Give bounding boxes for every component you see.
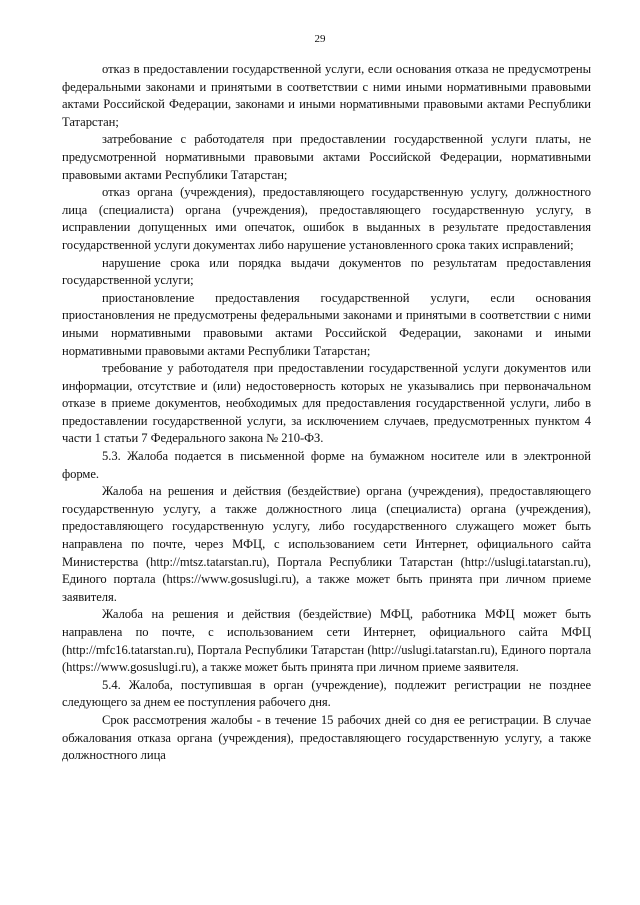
paragraph-complaint-channels: Жалоба на решения и действия (бездействие) органа (учреждения), предоставляющего государственную услугу, а также должностного лица (специалиста) органа (учреждения), предоставляющего государственную услугу, либо государственного служащего может быть направлена по почте, через МФЦ, с использованием сети Интернет, официального сайта Министерства (http://mtsz.tatarstan.ru), Портала Республики Татарстан (http://uslugi.tatarstan.ru), Единого портала (https://www.gosuslugi.ru), а также может быть принята при личном приеме заявителя. (62, 484, 591, 604)
paragraph-issuance-violation: нарушение срока или порядка выдачи документов по результатам предоставления государственной услуги; (62, 255, 591, 288)
page-number: 29 (314, 33, 326, 45)
paragraph-5-3: 5.3. Жалоба подается в письменной форме на бумажном носителе или в электронной форме. (62, 449, 591, 481)
paragraph-typo-correction-refusal: отказ органа (учреждения), предоставляющего государственную услугу, должностного лица (специалиста) органа (учреждения), предоставляющего государственную услугу, в исправлении допущенных ими опечаток, ошибок в выданных в результате предоставления государственной услуги документах либо нарушение установленного срока таких исправлений; (62, 185, 591, 252)
paragraph-review-period: Срок рассмотрения жалобы - в течение 15 рабочих дней со дня ее регистрации. В случае обжалования отказа органа (учреждения), предоставляющего государственную услугу, а также должностного лица (62, 712, 591, 763)
paragraph-fee-demand: затребование с работодателя при предоставлении государственной услуги платы, не предусмотренной нормативными правовыми актами Российской Федерации, нормативными правовыми актами Республики Татарстан; (62, 132, 591, 182)
paragraph-mfc-complaint: Жалоба на решения и действия (бездействие) МФЦ, работника МФЦ может быть направлена по почте, с использованием сети Интернет, официального сайта МФЦ (http://mfc16.tatarstan.ru), Портала Республики Татарстан (http://uslugi.tatarstan.ru), Единого портала (https://www.gosuslugi.ru), а также может быть принята при личном приеме заявителя. (62, 607, 591, 675)
paragraph-refusal-grounds: отказ в предоставлении государственной услуги, если основания отказа не предусмотрены федеральными законами и принятыми в соответствии с ними иными нормативными правовыми актами Российской Федерации, законами и иными нормативными правовыми актами Республики Татарстан; (62, 62, 591, 129)
document-body (62, 61, 591, 765)
paragraph-5-4: 5.4. Жалоба, поступившая в орган (учреждение), подлежит регистрации не позднее следующего за днем ее поступления рабочего дня. (62, 677, 591, 710)
paragraph-document-demand: требование у работодателя при предоставлении государственной услуги документов или информации, отсутствие и (или) недостоверность которых не указывались при первоначальном отказе в приеме документов, необходимых для предоставления государственной услуги, либо в предоставлении государственной услуги, за исключением случаев, предусмотренных пунктом 4 части 1 статьи 7 Федерального закона № 210-ФЗ. (62, 361, 591, 446)
paragraph-suspension: приостановление предоставления государственной услуги, если основания приостановления не предусмотрены федеральными законами и принятыми в соответствии с ними иными нормативными правовыми актами Российской Федерации, законами и иными нормативными правовыми актами Республики Татарстан; (62, 290, 591, 358)
